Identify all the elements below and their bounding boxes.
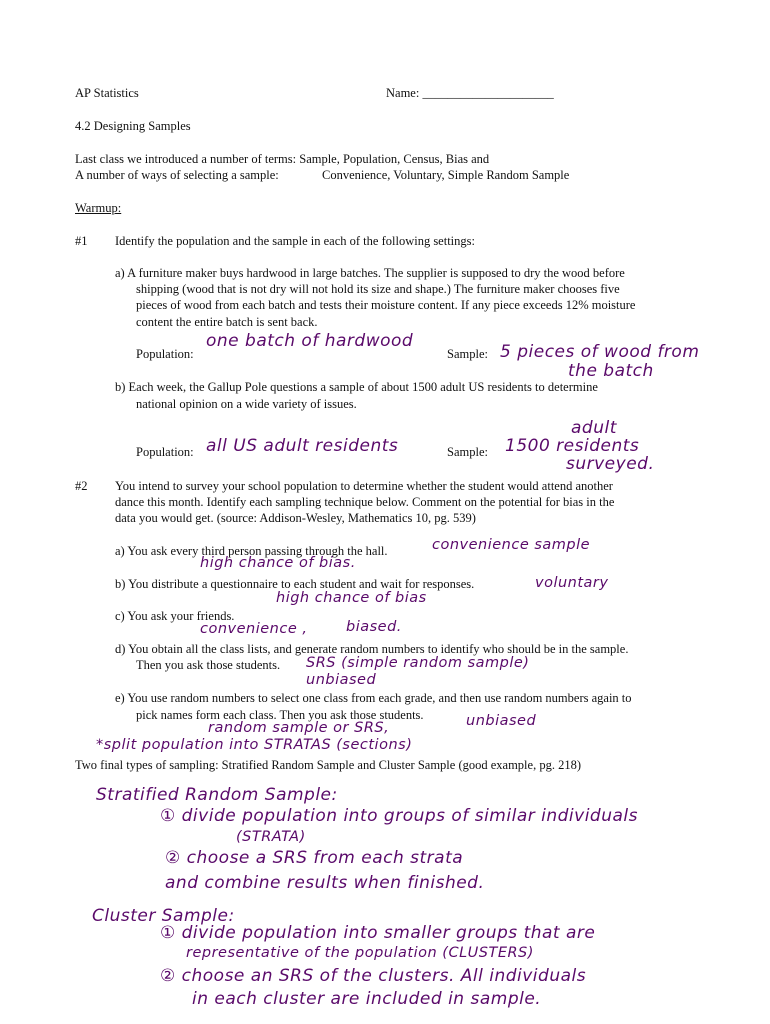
q2b-answer-2: high chance of bias	[276, 590, 427, 606]
q1a-sample-answer-2: the batch	[568, 361, 654, 381]
q1b-sample-answer-1: adult	[571, 418, 617, 438]
q2e-answer-1: random sample or SRS,	[208, 720, 390, 736]
q1b-population-label: Population:	[136, 445, 194, 459]
q2e-answer-3: *split population into STRATAS (sections)	[96, 737, 413, 753]
q1b-population-answer: all US adult residents	[206, 436, 399, 456]
q1b-sample-answer-3: surveyed.	[566, 454, 655, 474]
warmup-label: Warmup:	[75, 201, 122, 215]
q2c-answer-2: biased.	[346, 619, 402, 635]
stratified-step-2: ② choose a SRS from each strata	[165, 848, 464, 868]
stratified-step-1b: (STRATA)	[236, 829, 306, 845]
q2d-answer-1: SRS (simple random sample)	[306, 655, 530, 671]
q1a-line-1: a) A furniture maker buys hardwood in large batches. The supplier is supposed to dry the wood before	[115, 266, 625, 280]
q2e-line-1: e) You use random numbers to select one class from each grade, and then use random numbers again to	[115, 691, 632, 705]
stratified-step-1: ① divide population into groups of similar individuals	[160, 806, 638, 826]
stratified-step-3: and combine results when finished.	[165, 873, 485, 893]
q2a-answer-1: convenience sample	[432, 537, 591, 553]
q2d-line-1: d) You obtain all the class lists, and generate random numbers to identify who should be in the sample.	[115, 642, 629, 656]
q2b-answer-1: voluntary	[535, 575, 609, 591]
course-title: AP Statistics	[75, 86, 139, 100]
q2-line-1: You intend to survey your school population to determine whether the student would attend another	[115, 479, 613, 493]
cluster-step-1b: representative of the population (CLUSTERS)	[186, 945, 534, 961]
q2d-line-2: Then you ask those students.	[136, 658, 281, 672]
q2d-answer-2: unbiased	[306, 672, 377, 688]
question-1-prompt: Identify the population and the sample in each of the following settings:	[115, 234, 475, 248]
question-1-number: #1	[75, 234, 88, 248]
q2b-text: b) You distribute a questionnaire to each student and wait for responses.	[115, 577, 475, 591]
q1a-line-3: pieces of wood from each batch and tests their moisture content. If any piece exceeds 12% moisture	[136, 298, 636, 312]
cluster-step-2: ② choose an SRS of the clusters. All individuals	[160, 966, 587, 986]
q2a-text: a) You ask every third person passing through the hall.	[115, 544, 388, 558]
q1b-sample-label: Sample:	[447, 445, 488, 459]
intro-line-1: Last class we introduced a number of terms: Sample, Population, Census, Bias and	[75, 152, 490, 166]
name-field-label: Name: _____________________	[386, 86, 554, 100]
intro-line-2-left: A number of ways of selecting a sample:	[75, 168, 279, 182]
question-2-number: #2	[75, 479, 88, 493]
q2-line-2: dance this month. Identify each sampling technique below. Comment on the potential for bias in the	[115, 495, 615, 509]
cluster-title: Cluster Sample:	[92, 906, 235, 926]
q1b-sample-answer-2: 1500 residents	[505, 436, 640, 456]
q1a-population-answer: one batch of hardwood	[206, 331, 414, 351]
q1a-line-4: content the entire batch is sent back.	[136, 315, 318, 329]
intro-line-2-right: Convenience, Voluntary, Simple Random Sample	[322, 168, 570, 182]
q2-line-3: data you would get. (source: Addison-Wesley, Mathematics 10, pg. 539)	[115, 511, 476, 525]
section-title: 4.2 Designing Samples	[75, 119, 191, 133]
cluster-step-1: ① divide population into smaller groups that are	[160, 923, 596, 943]
q2e-line-2: pick names form each class. Then you ask those students.	[136, 708, 424, 722]
q1b-line-2: national opinion on a wide variety of issues.	[136, 397, 357, 411]
q1a-sample-label: Sample:	[447, 347, 488, 361]
q1b-line-1: b) Each week, the Gallup Pole questions a sample of about 1500 adult US residents to determine	[115, 380, 598, 394]
q1a-sample-answer-1: 5 pieces of wood from	[500, 342, 700, 362]
q2c-text: c) You ask your friends.	[115, 609, 235, 623]
q2c-answer-1: convenience ,	[200, 621, 308, 637]
q1a-population-label: Population:	[136, 347, 194, 361]
final-types-text: Two final types of sampling: Stratified Random Sample and Cluster Sample (good example, pg. 218)	[75, 758, 581, 772]
q2a-answer-2: high chance of bias.	[200, 555, 356, 571]
stratified-title: Stratified Random Sample:	[96, 785, 338, 805]
q2e-answer-2: unbiased	[466, 713, 537, 729]
cluster-step-2b: in each cluster are included in sample.	[192, 989, 542, 1009]
q1a-line-2: shipping (wood that is not dry will not hold its size and shape.) The furniture maker chooses five	[136, 282, 620, 296]
